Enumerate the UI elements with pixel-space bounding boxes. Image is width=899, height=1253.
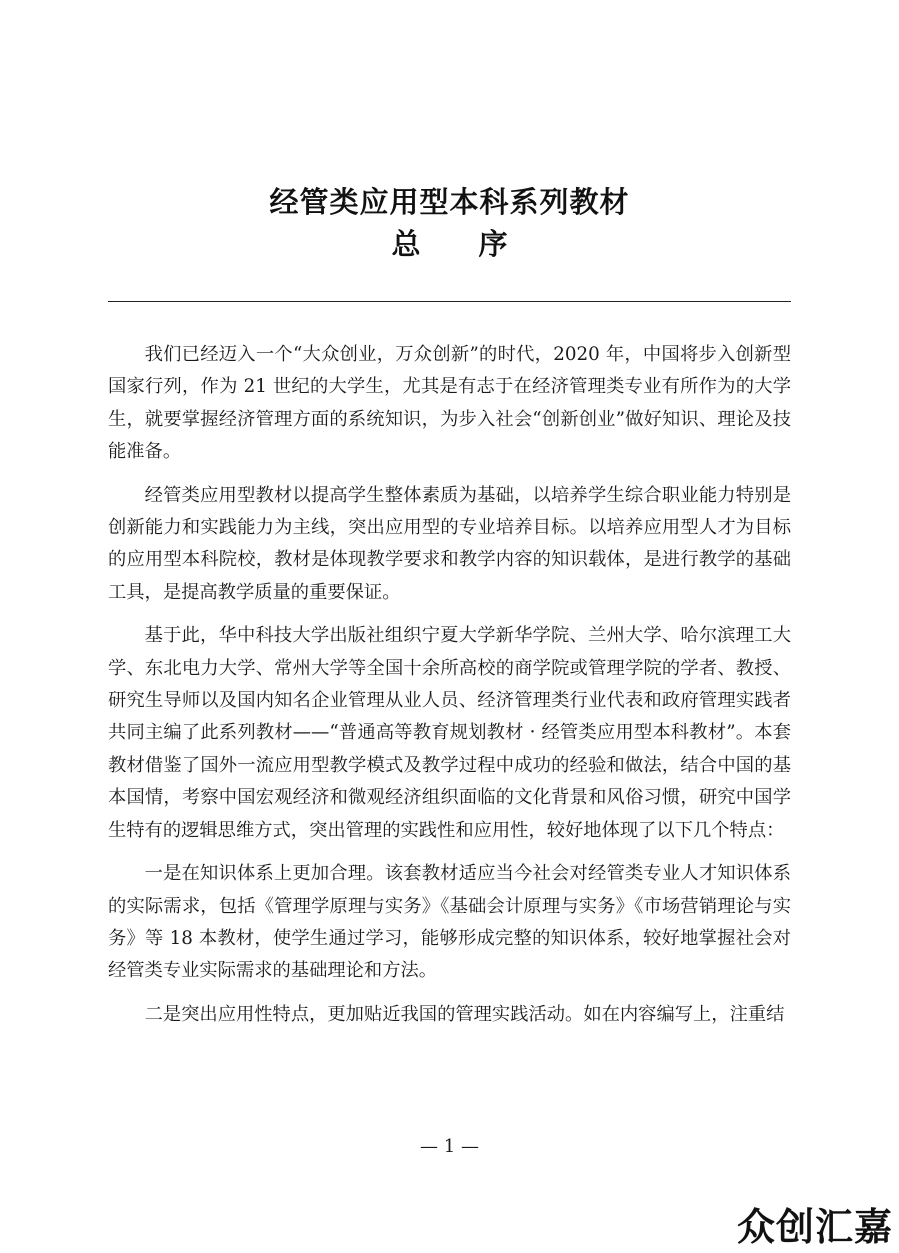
page-number: — 1 — [420,1136,479,1157]
paragraph-2: 经管类应用型教材以提高学生整体素质为基础，以培养学生综合职业能力特别是创新能力和实践能力为主线，突出应用型的专业培养目标。以培养应用型人才为目标的应用型本科院校，教材是体现教学要求和教学内容的知识载体，是进行教学的基础工具，是提高教学质量的重要保证。 [108,484,791,603]
body-text [108,339,791,1042]
paragraph-3: 基于此，华中科技大学出版社组织宁夏大学新华学院、兰州大学、哈尔滨理工大学、东北电力大学、常州大学等全国十余所高校的商学院或管理学院的学者、教授、研究生导师以及国内知名企业管理从业人员、经济管理类行业代表和政府管理实践者共同主编了此系列教材——“普通高等教育规划教材 · 经管类应用型本科教材”。本套教材借鉴了国外一流应用型教学模式及教学过程中成功的经验和做法，结合中国的基本国情，考察中国宏观经济和微观经济组织面临的文化背景和风俗习惯，研究中国学生特有的逻辑思维方式，突出管理的实践性和应用性，较好地体现了以下几个特点： [108,625,791,841]
watermark-logo: 众创汇嘉 [735,1196,895,1251]
document-title: 经管类应用型本科系列教材 [269,185,630,219]
title-divider [108,301,791,302]
paragraph-5: 二是突出应用性特点，更加贴近我国的管理实践活动。如在内容编写上，注重结 [144,1003,785,1025]
paragraph-4: 一是在知识体系上更加合理。该套教材适应当今社会对经管类专业人才知识体系的实际需求，包括《管理学原理与实务》《基础会计原理与实务》《市场营销理论与实务》等 18 本教材，使学生通过学习，能够形成完整的知识体系，较好地掌握社会对经管类专业实际需求的基础理论和方法。 [108,863,791,982]
paragraph-1: 我们已经迈入一个“大众创业，万众创新”的时代，2020 年，中国将步入创新型国家行列，作为 21 世纪的大学生，尤其是有志于在经济管理类专业有所作为的大学生，就要掌握经济管理方面的系统知识，为步入社会“创新创业”做好知识、理论及技能准备。 [108,344,791,463]
document-subtitle: 总序 [391,227,566,261]
